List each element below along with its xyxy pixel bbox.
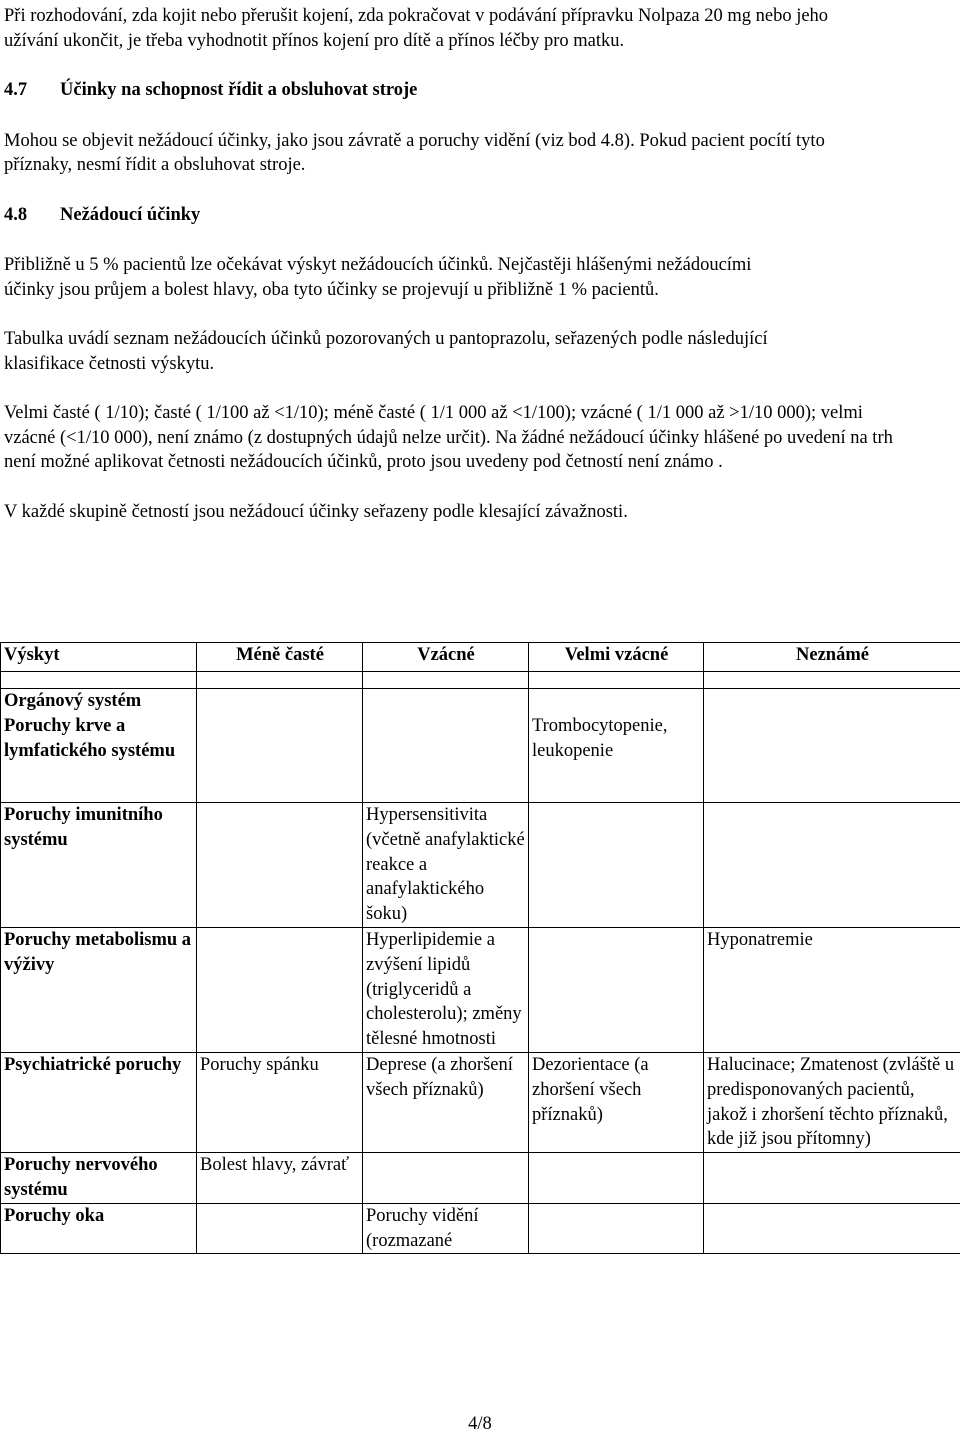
header-cell: Neznámé	[704, 643, 960, 672]
table-cell	[704, 803, 960, 928]
table-cell	[363, 689, 529, 803]
document-page	[4, 4, 954, 524]
organ-name: Poruchy krve a lymfatického systému	[4, 716, 175, 761]
section-title: Účinky na schopnost řídit a obsluhovat stroje	[60, 78, 417, 103]
table-cell: Poruchy vidění (rozmazané	[363, 1203, 529, 1254]
header-cell: Vzácné	[363, 643, 529, 672]
table-row	[1, 1052, 960, 1152]
table-cell: Dezorientace (a zhoršení všech příznaků)	[529, 1052, 704, 1152]
table-cell	[197, 689, 363, 803]
table-cell: Hyponatremie	[704, 927, 960, 1052]
section-4-8-paragraph-4: V každé skupině četností jsou nežádoucí účinky seřazeny podle klesající závažnosti.	[4, 500, 954, 525]
organ-cell: Poruchy metabolismu a výživy	[1, 927, 197, 1052]
table-cell: Hypersensitivita (včetně anafylaktické reakce a anafylaktického šoku)	[363, 803, 529, 928]
table-cell	[529, 689, 704, 803]
page-number: 4/8	[0, 1412, 960, 1437]
table-cell	[529, 927, 704, 1052]
organ-cell: Psychiatrické poruchy	[1, 1052, 197, 1152]
header-cell: Výskyt	[1, 643, 197, 672]
table-cell	[363, 1153, 529, 1204]
table-cell: Poruchy spánku	[197, 1052, 363, 1152]
frequency-classification-paragraph: Velmi časté ( 1/10); časté ( 1/100 až <1/10); méně časté ( 1/1 000 až <1/100); vzácné ( 1/1 000 až >1/10 000); velmi vzácné (<1/10 000), není známo (z dostupných údajů nelze určit). Na žádné nežádoucí účinky hlášené po uvedení na trh není možné aplikovat četnosti nežádoucích účinků, proto jsou uvedeny pod četností není známo .	[4, 401, 909, 475]
table-cell	[197, 1203, 363, 1254]
table-header-row	[1, 643, 960, 672]
table-cell	[704, 689, 960, 803]
table-cell	[197, 803, 363, 928]
organ-system-label: Orgánový systém	[4, 691, 141, 711]
table-cell	[704, 1203, 960, 1254]
table-cell: Bolest hlavy, závrať	[197, 1153, 363, 1204]
intro-paragraph: Při rozhodování, zda kojit nebo přerušit kojení, zda pokračovat v podávání přípravku Nolpaza 20 mg nebo jeho užívání ukončit, je třeba vyhodnotit přínos kojení pro dítě a přínos léčby pro matku.	[4, 4, 884, 53]
section-4-8-paragraph-2: Tabulka uvádí seznam nežádoucích účinků pozorovaných u pantoprazolu, seřazených podle následující klasifikace četnosti výskytu.	[4, 327, 814, 376]
table-cell: Deprese (a zhoršení všech příznaků)	[363, 1052, 529, 1152]
table-row	[1, 689, 960, 803]
table-cell: Halucinace; Zmatenost (zvláště u predisponovaných pacientů, jakož i zhoršení těchto příznaků, kde již jsou přítomny)	[704, 1052, 960, 1152]
table-row	[1, 1153, 960, 1204]
table-cell	[704, 1153, 960, 1204]
table-row	[1, 927, 960, 1052]
section-title: Nežádoucí účinky	[60, 203, 200, 228]
header-cell: Méně časté	[197, 643, 363, 672]
section-4-8-paragraph-1: Přibližně u 5 % pacientů lze očekávat výskyt nežádoucích účinků. Nejčastěji hlášenými nežádoucími účinky jsou průjem a bolest hlavy, oba tyto účinky se projevují u přibližně 1 % pacientů.	[4, 253, 794, 302]
organ-cell: Poruchy nervového systému	[1, 1153, 197, 1204]
table-cell	[197, 927, 363, 1052]
organ-cell	[1, 689, 197, 803]
organ-cell: Poruchy oka	[1, 1203, 197, 1254]
table-spacer-row	[1, 672, 960, 689]
table-cell: Hyperlipidemie a zvýšení lipidů (triglyceridů a cholesterolu); změny tělesné hmotnosti	[363, 927, 529, 1052]
section-number: 4.8	[4, 203, 60, 228]
cell-text: Trombocytopenie, leukopenie	[532, 716, 668, 761]
section-4-7-paragraph: Mohou se objevit nežádoucí účinky, jako jsou závratě a poruchy vidění (viz bod 4.8). Pokud pacient pocítí tyto příznaky, nesmí řídit a obsluhovat stroje.	[4, 129, 884, 178]
table-row	[1, 1203, 960, 1254]
section-number: 4.7	[4, 78, 60, 103]
table-cell	[529, 803, 704, 928]
section-heading-4-7	[4, 78, 954, 103]
table-cell	[529, 1153, 704, 1204]
table-row	[1, 803, 960, 928]
section-heading-4-8	[4, 203, 954, 228]
table-cell	[529, 1203, 704, 1254]
adverse-reactions-table	[0, 642, 960, 1254]
header-cell: Velmi vzácné	[529, 643, 704, 672]
organ-cell: Poruchy imunitního systému	[1, 803, 197, 928]
